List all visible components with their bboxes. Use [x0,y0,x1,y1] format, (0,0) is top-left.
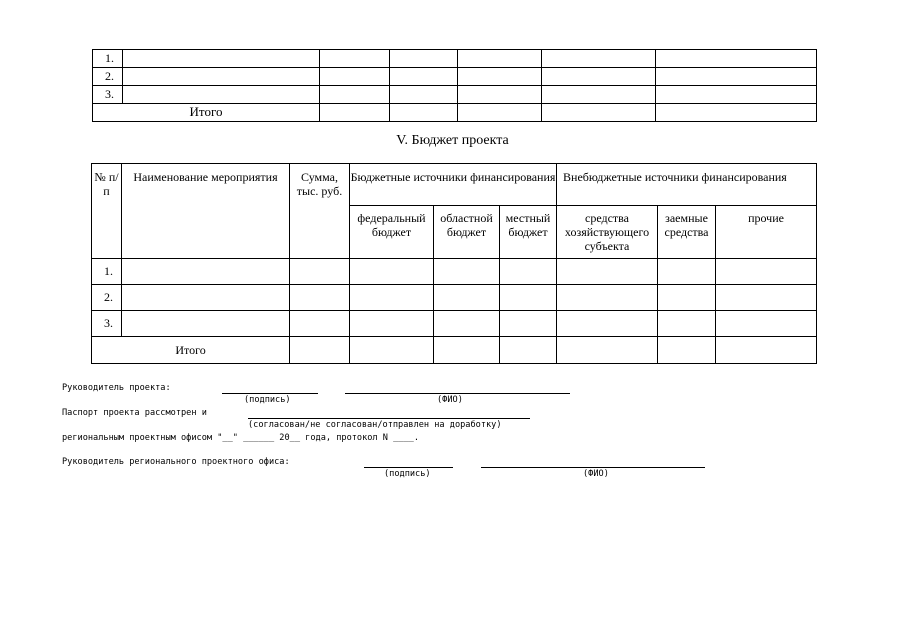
table-row [92,259,817,285]
header-federal: федеральный бюджет [350,206,434,259]
signature-hint: (подпись) [244,395,291,405]
row-number: 2. [92,285,122,311]
table-row [92,311,817,337]
office-head-label: Руководитель регионального проектного офиса: [62,457,290,467]
row-number: 1. [93,50,123,68]
table-row [93,68,817,86]
table-row [93,86,817,104]
table-total-row [92,337,817,364]
fio-line-2 [481,467,705,468]
status-hint: (согласован/не согласован/отправлен на доработку) [248,420,502,430]
manager-label: Руководитель проекта: [62,383,171,393]
header-extra-sources: Внебюджетные источники финансирования [557,164,817,206]
fio-hint-2: (ФИО) [583,469,609,479]
table-row [93,50,817,68]
header-row [92,164,817,206]
header-local: местный бюджет [500,206,557,259]
header-entity: средства хозяйствующего субъекта [557,206,658,259]
fio-line [345,393,570,394]
header-sum: Сумма, тыс. руб. [290,164,350,259]
status-line [248,418,530,419]
row-number: 3. [93,86,123,104]
fio-hint: (ФИО) [437,395,463,405]
total-label: Итого [92,337,290,364]
row-number: 2. [93,68,123,86]
header-other: прочие [716,206,817,259]
header-name: Наименование мероприятия [122,164,290,259]
table-row [92,285,817,311]
budget-table [91,163,817,364]
signature-line [222,393,318,394]
header-regional: областной бюджет [434,206,500,259]
header-budget-sources: Бюджетные источники финансирования [350,164,557,206]
signature-line-2 [364,467,453,468]
row-number: 1. [92,259,122,285]
section-title: V. Бюджет проекта [396,133,509,148]
office-line: региональным проектным офисом "__" ______ 20__ года, протокол N ____. [62,433,419,443]
total-label: Итого [93,104,320,122]
signature-hint-2: (подпись) [384,469,431,479]
passport-label: Паспорт проекта рассмотрен и [62,408,207,418]
header-num: № п/п [92,164,122,259]
previous-section-table [92,49,817,122]
header-borrowed: заемные средства [658,206,716,259]
row-number: 3. [92,311,122,337]
table-total-row [93,104,817,122]
